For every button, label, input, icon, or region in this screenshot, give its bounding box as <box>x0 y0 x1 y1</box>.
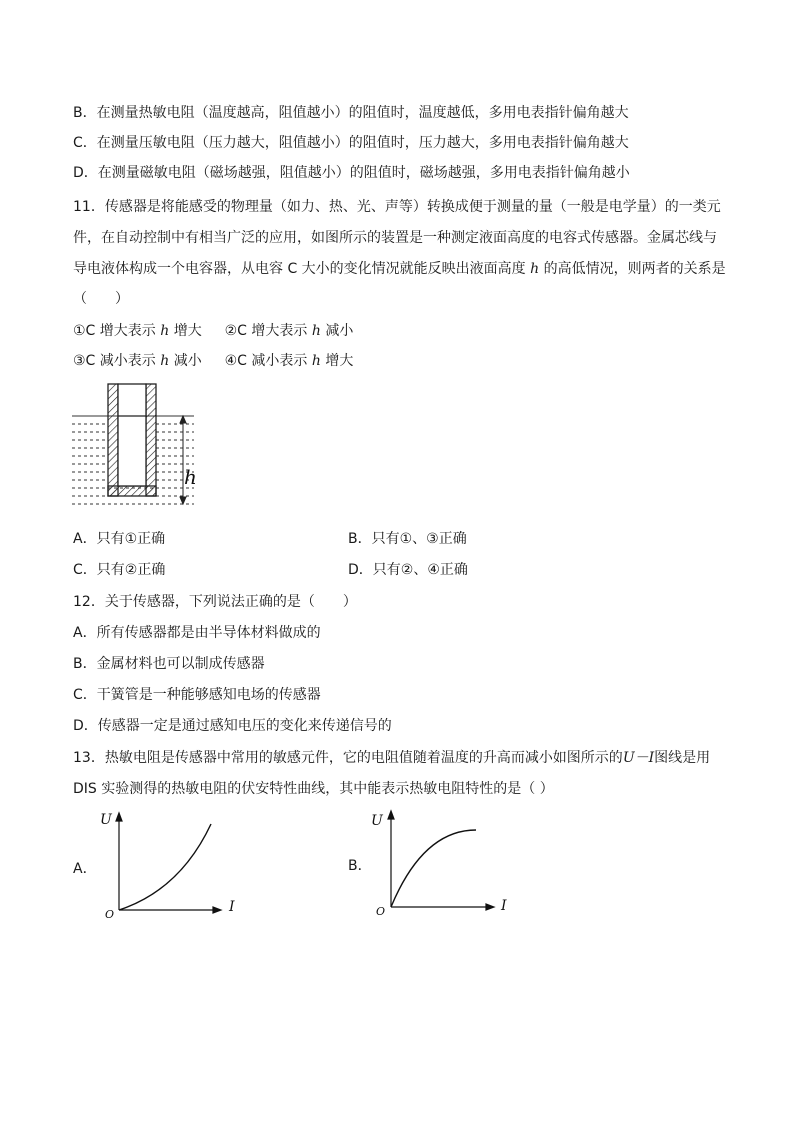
q10-option-b: B．在测量热敏电阻（温度越高，阻值越小）的阻值时，温度越低，多用电表指针偏角越大 <box>73 105 629 121</box>
capacitor-sensor-figure <box>70 380 210 520</box>
q11-stem-line3-post: 的高低情况，则两者的关系是 <box>539 261 726 277</box>
q12-option-a: A．所有传感器都是由半导体材料做成的 <box>73 625 321 641</box>
q13-stem-line1: 13．热敏电阻是传感器中常用的敏感元件，它的电阻值随着温度的升高而减小如图所示的U－I图线是用 <box>73 750 711 766</box>
q11-choice-c: C．只有②正确 <box>73 562 166 578</box>
q11-statements-row1 <box>73 322 353 340</box>
metal-core-tube <box>108 384 156 496</box>
q13-graph-b-label: B． <box>348 858 372 874</box>
origin-label: O <box>376 905 386 918</box>
q13-graph-b <box>368 808 518 920</box>
x-axis-arrow <box>213 907 221 913</box>
q11-statement-4: ④C 减小表示 h 增大 <box>224 353 354 369</box>
height-indicator <box>180 416 186 504</box>
x-axis-label: I <box>229 899 235 915</box>
origin-label: O <box>105 908 115 921</box>
q11-choice-a: A．只有①正确 <box>73 531 166 547</box>
q12-option-d: D．传感器一定是通过感知电压的变化来传递信号的 <box>73 718 392 734</box>
q13-graph-a-label: A． <box>73 861 97 877</box>
q11-stem-line4: （ ） <box>73 291 129 307</box>
q11-stem-line3-pre: 导电液体构成一个电容器，从电容 C 大小的变化情况就能反映出液面高度 <box>73 261 531 277</box>
q11-stem-h-var: h <box>530 261 540 277</box>
q11-statement-2: ②C 增大表示 h 减小 <box>224 323 354 339</box>
q10-option-c: C．在测量压敏电阻（压力越大，阻值越小）的阻值时，压力越大，多用电表指针偏角越大 <box>73 135 629 151</box>
x-axis-label: I <box>501 898 507 914</box>
y-axis-label: U <box>371 813 383 829</box>
q12-stem: 12．关于传感器，下列说法正确的是（ ） <box>73 594 357 610</box>
q12-option-c: C．干簧管是一种能够感知电场的传感器 <box>73 687 321 703</box>
q11-statements-row2 <box>73 352 353 370</box>
curve-concave-up <box>119 824 211 910</box>
curve-concave-down <box>391 830 476 907</box>
x-axis-arrow <box>486 904 494 910</box>
q12-option-b: B．金属材料也可以制成传感器 <box>73 656 265 672</box>
q11-choice-b: B．只有①、③正确 <box>348 531 467 547</box>
q10-option-d: D．在测量磁敏电阻（磁场越强，阻值越小）的阻值时，磁场越强，多用电表指针偏角越小 <box>73 165 630 181</box>
q13-ui-label: U－I <box>622 750 655 766</box>
q11-stem-line3 <box>73 260 726 278</box>
q13-stem-line2: DIS 实验测得的热敏电阻的伏安特性曲线，其中能表示热敏电阻特性的是（ ） <box>73 781 554 797</box>
y-axis-arrow <box>388 811 394 819</box>
height-label-h: h <box>184 465 197 489</box>
y-axis-label: U <box>100 812 112 828</box>
y-axis-arrow <box>116 813 122 821</box>
q11-stem-line2: 件，在自动控制中有相当广泛的应用，如图所示的装置是一种测定液面高度的电容式传感器。金属芯线与 <box>73 230 717 246</box>
q13-graph-a <box>100 810 250 922</box>
q11-statement-3: ③C 减小表示 h 减小 <box>73 353 202 369</box>
q11-statement-1: ①C 增大表示 h 增大 <box>73 323 202 339</box>
q11-stem-line1: 11．传感器是将能感受的物理量（如力、热、光、声等）转换成便于测量的量（一般是电学量）的一类元 <box>73 199 721 215</box>
q11-choice-d: D．只有②、④正确 <box>348 562 468 578</box>
